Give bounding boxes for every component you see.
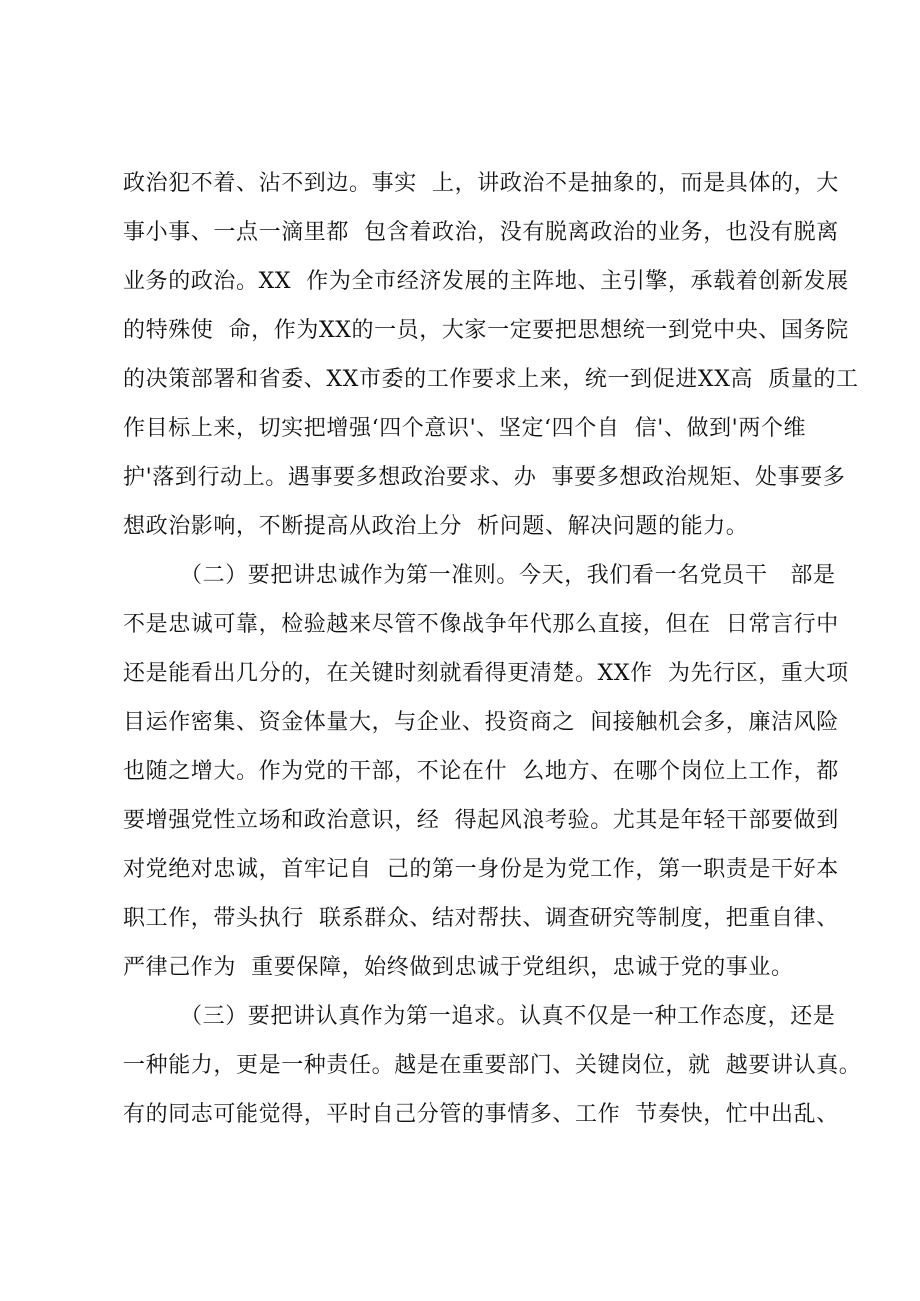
paragraph-1-line-3: 业务的政治。XX 作为全市经济发展的主阵地、主引擎，承载着创新发展 (123, 269, 849, 294)
paragraph-3-line-3: 有的同志可能觉得，平时自己分管的事情多、工作 节奏快，忙中出乱、 (123, 1102, 839, 1127)
paragraph-1-line-4: 的特殊使 命，作为XX的一员，大家一定要把思想统一到党中央、国务院 (123, 318, 849, 343)
paragraph-1-line-6: 作目标上来，切实把增强‘四个意识'、坚定‘四个自 信'、做到'两个维 (123, 416, 807, 441)
paragraph-3-line-2: 一种能力，更是一种责任。越是在重要部门、关键岗位，就 越要讲认真。 (123, 1053, 862, 1078)
paragraph-2-line-3: 还是能看出几分的，在关键时刻就看得更清楚。XX作 为先行区，重大项 (123, 661, 849, 686)
paragraph-2-line-6: 要增强党性立场和政治意识，经 得起风浪考验。尤其是年轻干部要做到 (123, 808, 839, 833)
paragraph-2-line-5: 也随之增大。作为党的干部，不论在什 么地方、在哪个岗位上工作，都 (123, 759, 839, 784)
paragraph-1-line-8: 想政治影响，不断提高从政治上分 析问题、解决问题的能力。 (123, 514, 749, 539)
paragraph-2-line-2: 不是忠诚可靠，检验越来尽管不像战争年代那么直接，但在 日常言行中 (123, 612, 839, 637)
paragraph-3-line-1: （三）要把讲认真作为第一追求。认真不仅是一种工作态度，还是 (180, 1004, 836, 1029)
paragraph-1-line-5: 的决策部署和省委、XX市委的工作要求上来，统一到促进XX高 质量的工 (123, 367, 859, 392)
paragraph-2-line-7: 对党绝对忠诚，首牢记自 己的第一身份是为党工作，第一职责是干好本 (123, 857, 839, 882)
paragraph-2-line-9: 严律己作为 重要保障，始终做到忠诚于党组织，忠诚于党的事业。 (123, 955, 794, 980)
paragraph-2-line-4: 目运作密集、资金体量大，与企业、投资商之 间接触机会多，廉洁风险 (123, 710, 839, 735)
paragraph-2-line-8: 职工作，带头执行 联系群众、结对帮扶、调查研究等制度，把重自律、 (123, 906, 839, 931)
paragraph-1-line-7: 护'落到行动上。遇事要多想政治要求、办 事要多想政治规矩、处事要多 (123, 465, 846, 490)
paragraph-2-line-1: （二）要把讲忠诚作为第一准则。今天，我们看一名党员干 部是 (180, 563, 836, 588)
paragraph-1-line-2: 事小事、一点一滴里都 包含着政治，没有脱离政治的业务，也没有脱离 (123, 220, 839, 245)
paragraph-1-line-1: 政治犯不着、沾不到边。事实 上，讲政治不是抽象的，而是具体的，大 (123, 171, 839, 196)
